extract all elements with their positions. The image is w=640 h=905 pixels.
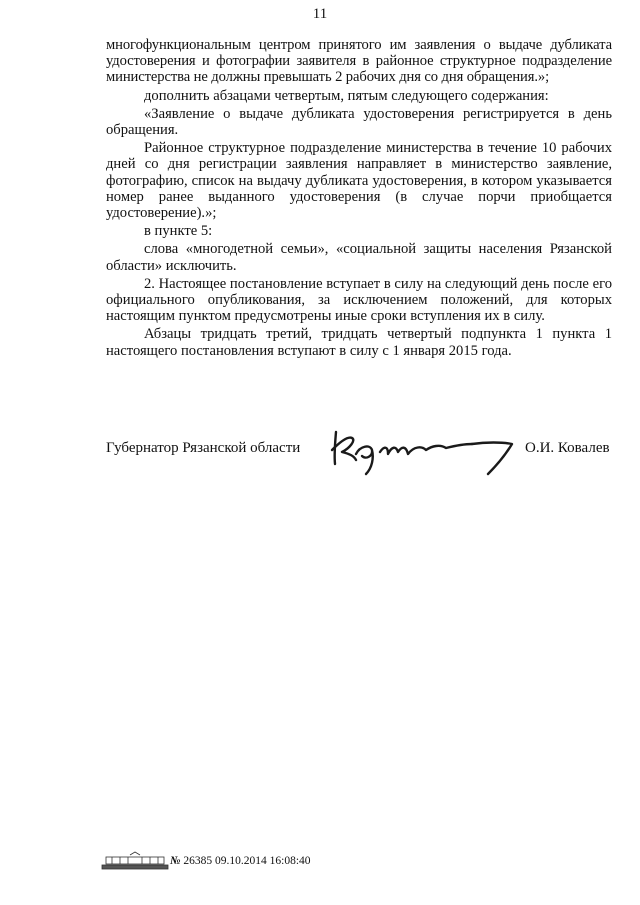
page-number: 11 bbox=[312, 6, 328, 22]
paragraph-words-exclude: слова «многодетной семьи», «социальной защиты населения Рязанской области» исключить. bbox=[106, 241, 612, 274]
signatory-name: О.И. Ковалев bbox=[525, 440, 610, 456]
signatory-title: Губернатор Рязанской области bbox=[106, 440, 301, 456]
signature-block bbox=[106, 430, 612, 480]
paragraph-effective-date: Абзацы тридцать третий, тридцать четвертый подпункта 1 пункта 1 настоящего постановления вступают в силу с 1 января 2015 года. bbox=[106, 326, 612, 359]
paragraph-amendment-intro: дополнить абзацами четвертым, пятым следующего содержания: bbox=[144, 87, 549, 104]
registration-number-datetime: 26385 09.10.2014 16:08:40 bbox=[183, 855, 311, 867]
paragraph-point-5: в пункте 5: bbox=[144, 223, 213, 240]
paragraph-item-2: 2. Настоящее постановление вступает в силу на следующий день после его официального опубликования, за исключением положений, для которых настоящим пунктом предусмотрены иные сроки вступления их в силу. bbox=[106, 275, 612, 325]
paragraph-quote-division: Районное структурное подразделение министерства в течение 10 рабочих дней со дня регистрации заявления направляет в министерство заявление, фотографию, список на выдачу дубликата удостоверения, в котором указывается номер ранее выданного удостоверения (в случае порчи приобщается удостоверение).»; bbox=[106, 140, 612, 222]
government-building-stamp bbox=[100, 851, 170, 871]
paragraph-continuation: многофункциональным центром принятого им заявления о выдаче дубликата удостоверения и фотографии заявителя в районное структурное подразделение министерства не должны превышать 2 рабочих дня со дня обращения.»; bbox=[106, 37, 612, 86]
handwritten-signature bbox=[326, 426, 521, 476]
number-sign: № bbox=[170, 855, 181, 867]
document-body bbox=[106, 37, 612, 359]
registration-stamp bbox=[170, 855, 311, 867]
paragraph-quote-registration: «Заявление о выдаче дубликата удостоверения регистрируется в день обращения. bbox=[106, 105, 612, 139]
